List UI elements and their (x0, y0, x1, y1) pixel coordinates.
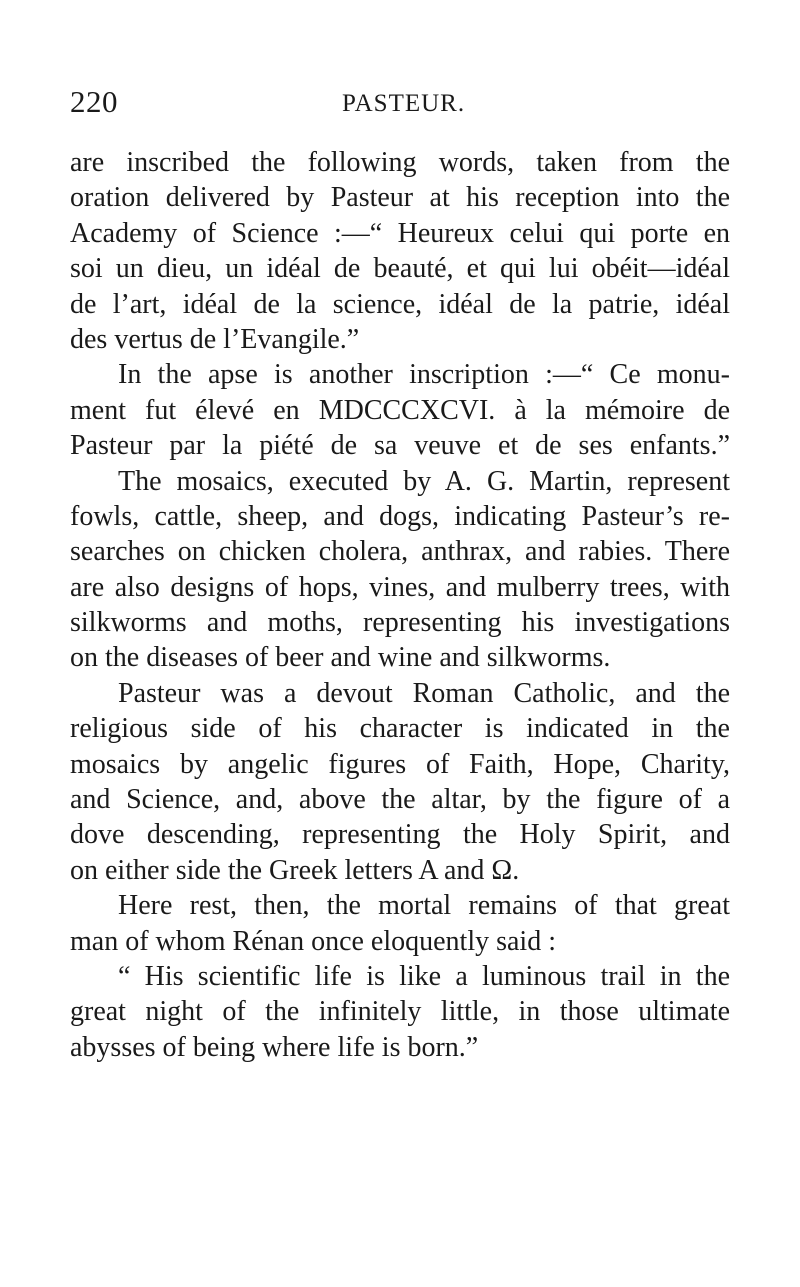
text-line: fowls, cattle, sheep, and dogs, indicating Pasteur’s re- (70, 500, 730, 532)
text-line: Pasteur par la piété de sa veuve et de ses enfants.” (70, 430, 730, 462)
text-line: Academy of Science :—“ Heureux celui qui porte en (70, 217, 730, 249)
page-header (70, 84, 730, 124)
running-title: PASTEUR. (342, 90, 466, 117)
text-line: Pasteur was a devout Roman Catholic, and the (118, 677, 730, 709)
text-line: silkworms and moths, representing his investigations (70, 607, 730, 639)
text-line: and Science, and, above the altar, by the figure of a (70, 784, 730, 816)
text-line: In the apse is another inscription :—“ Ce monu- (118, 359, 730, 391)
text-line: on the diseases of beer and wine and silkworms. (70, 642, 611, 674)
text-line: on either side the Greek letters A and Ω. (70, 854, 520, 886)
text-line: de l’art, idéal de la science, idéal de la patrie, idéal (70, 288, 730, 320)
text-line: soi un dieu, un idéal de beauté, et qui lui obéit—idéal (70, 253, 730, 285)
text-line: ment fut élevé en MDCCCXCVI. à la mémoire de (70, 394, 730, 426)
text-line: “ His scientific life is like a luminous trail in the (118, 960, 730, 992)
text-line: great night of the infinitely little, in those ultimate (70, 996, 730, 1028)
page-number: 220 (70, 84, 118, 119)
text-line: searches on chicken cholera, anthrax, and rabies. There (70, 536, 730, 568)
text-line: The mosaics, executed by A. G. Martin, represent (118, 465, 730, 497)
text-line: religious side of his character is indicated in the (70, 713, 730, 745)
text-line: are inscribed the following words, taken from the (70, 147, 730, 178)
text-line: are also designs of hops, vines, and mulberry trees, with (70, 571, 730, 603)
text-line: man of whom Rénan once eloquently said : (70, 925, 556, 957)
text-line: mosaics by angelic figures of Faith, Hope, Charity, (70, 748, 730, 780)
text-line: oration delivered by Pasteur at his reception into the (70, 182, 730, 214)
text-line: abysses of being where life is born.” (70, 1031, 479, 1063)
text-line: dove descending, representing the Holy Spirit, and (70, 819, 730, 851)
text-line: des vertus de l’Evangile.” (70, 323, 360, 355)
text-line: Here rest, then, the mortal remains of that great (118, 890, 730, 922)
body-text (70, 145, 730, 1065)
